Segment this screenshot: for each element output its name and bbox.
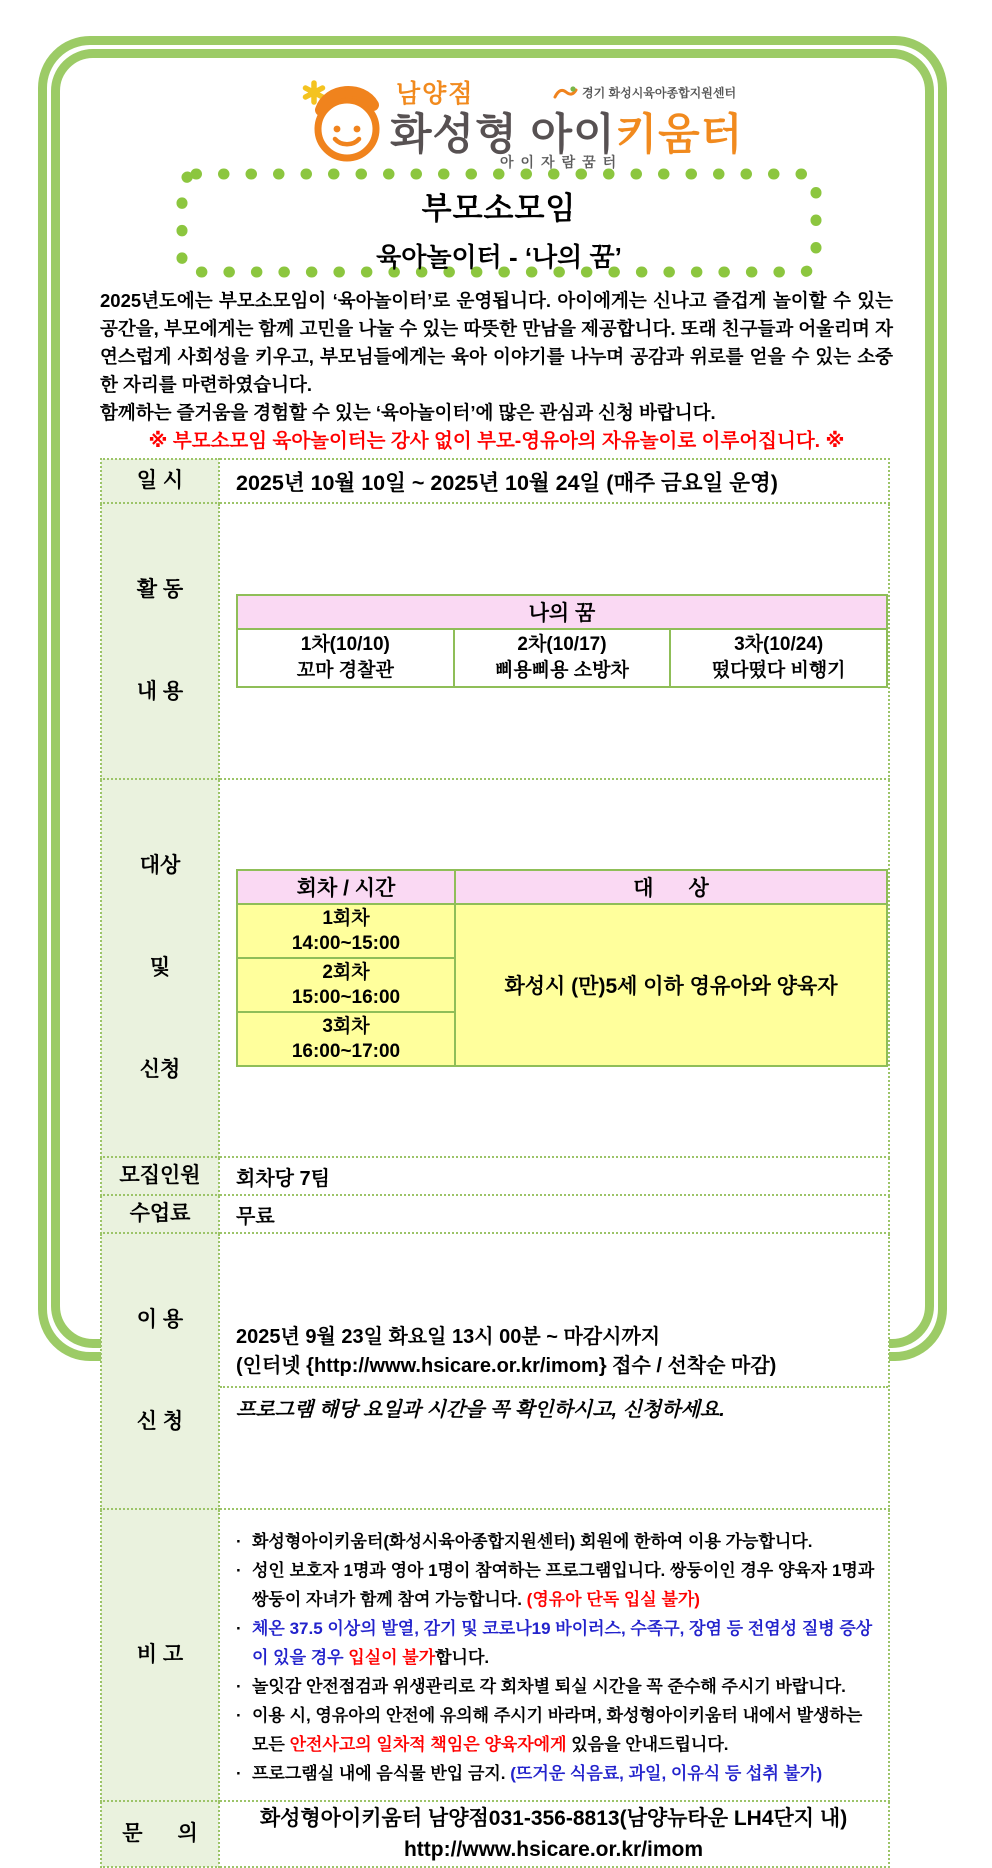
center-logo-name: 경기 화성시육아종합지원센터 (582, 86, 737, 100)
activity-label-line2: 내 용 (136, 680, 184, 703)
target-label: 대상 및 신청 (101, 779, 219, 1157)
row-fee (101, 1195, 889, 1233)
intro-paragraph: 2025년도에는 부모소모임이 ‘육아놀이터’로 운영됩니다. 아이에게는 신나고 즐겁게 놀이할 수 있는 공간을, 부모에게는 함께 고민을 나눌 수 있는 따뜻한 만남을 제공합니다. 또래 친구들과 어울리며 자연스럽게 사회성을 키우고, 부모님들에게는 육아 이야기를 나누며 공감과 위로를 얻을 수 있는 소중한 자리를 마련하였습니다. (100, 290, 893, 395)
activity-value (219, 503, 889, 779)
note-bullet-3: · 체온 37.5 이상의 발열, 감기 및 코로나19 바이러스, 수족구, 장염 등 전염성 질병 증상이 있을 경우 입실이 불가합니다. (236, 1618, 873, 1667)
logo-title-dark: 화성형 아이 (390, 111, 616, 159)
intro-section (100, 287, 893, 458)
time-slot-2: 2회차 15:00~16:00 (237, 958, 455, 1012)
apply-period: 2025년 9월 23일 화요일 13시 00분 ~ 마감시까지 (인터넷 {http://www.hsicare.or.kr/imom} 접수 / 선착순 마감) (220, 1316, 888, 1388)
contact-phone-line: 화성형아이키움터 남양점031-356-8813(남양뉴타운 LH4단지 내) (259, 1807, 848, 1830)
apply-value (219, 1233, 889, 1509)
row-activity (101, 503, 889, 779)
child-face-icon (300, 78, 388, 166)
fee-label: 수업료 (101, 1195, 219, 1233)
session-2: 2차(10/17) 삐용삐용 소방차 (454, 629, 671, 687)
contact-label: 문 의 (101, 1801, 219, 1867)
apply-italic-note: 프로그램 해당 요일과 시간을 꼭 확인하시고, 신청하세요. (236, 1398, 725, 1421)
center-logo (552, 84, 736, 101)
logo-subtitle: 아이자람꿈터 (500, 154, 624, 170)
row-contact (101, 1801, 889, 1867)
activity-label (101, 503, 219, 779)
note-bullet-1: · 화성형아이키움터(화성시육아종합지원센터) 회원에 한하여 이용 가능합니다. (236, 1531, 813, 1551)
intro-closing-line: 함께하는 즐거움을 경험할 수 있는 ‘육아놀이터’에 많은 관심과 신청 바랍니다. (100, 402, 716, 423)
row-capacity (101, 1157, 889, 1195)
activity-table (236, 594, 888, 688)
info-table (100, 458, 890, 1868)
contact-url-line: http://www.hsicare.or.kr/imom (403, 1838, 704, 1861)
banner-box (175, 167, 823, 279)
apply-label: 이 용 신 청 (101, 1233, 219, 1509)
fee-value: 무료 (219, 1195, 889, 1233)
note-bullet-2: · 성인 보호자 1명과 영아 1명이 참여하는 프로그램입니다. 쌍둥이인 경우 양육자 1명과 쌍둥이 자녀가 함께 참여 가능합니다. (영유아 단독 입실 불가) (236, 1560, 875, 1609)
banner-title: 부모소모임 (421, 191, 577, 226)
center-logo-icon (552, 85, 578, 101)
target-table (236, 869, 888, 1067)
audience-cell: 화성시 (만)5세 이하 영유아와 양육자 (455, 904, 887, 1066)
logo-title-orange: 키움터 (615, 111, 744, 159)
banner-subtitle: 육아놀이터 - ‘나의 꿈’ (376, 242, 622, 272)
row-target (101, 779, 889, 1157)
session-1: 1차(10/10) 꼬마 경찰관 (237, 629, 454, 687)
capacity-value: 회차당 7팀 (219, 1157, 889, 1195)
session-3: 3차(10/24) 떴다떴다 비행기 (670, 629, 887, 687)
datetime-label: 일 시 (101, 459, 219, 503)
time-slot-3: 3회차 16:00~17:00 (237, 1012, 455, 1066)
contact-value (219, 1801, 889, 1867)
target-col1-header: 회차 / 시간 (237, 870, 455, 904)
note-bullet-4: · 놀잇감 안전점검과 위생관리로 각 회차별 퇴실 시간을 꼭 준수해 주시기 바랍니다. (236, 1676, 846, 1696)
notes-label: 비 고 (101, 1509, 219, 1801)
row-datetime (101, 459, 889, 503)
time-slot-1: 1회차 14:00~15:00 (237, 904, 455, 958)
row-apply (101, 1233, 889, 1509)
notes-value (219, 1509, 889, 1801)
note-bullet-6: · 프로그램실 내에 음식물 반입 금지. (뜨거운 식음료, 과일, 이유식 등 섭취 불가) (236, 1763, 823, 1783)
target-value (219, 779, 889, 1157)
intro-red-note: ※ 부모소모임 육아놀이터는 강사 없이 부모-영유아의 자유놀이로 이루어집니다. ※ (148, 430, 845, 452)
activity-header: 나의 꿈 (237, 595, 887, 629)
target-col2-header: 대 상 (455, 870, 887, 904)
datetime-value: 2025년 10월 10일 ~ 2025년 10월 24일 (매주 금요일 운영) (219, 459, 889, 503)
row-notes (101, 1509, 889, 1801)
activity-label-line1: 활 동 (136, 578, 184, 601)
note-bullet-5: · 이용 시, 영유아의 안전에 유의해 주시기 바라며, 화성형아이키움터 내에서 발생하는 모든 안전사고의 일차적 책임은 양육자에게 있음을 안내드립니다. (236, 1705, 863, 1754)
capacity-label: 모집인원 (101, 1157, 219, 1195)
logo-branch: 남양점 (396, 80, 475, 108)
